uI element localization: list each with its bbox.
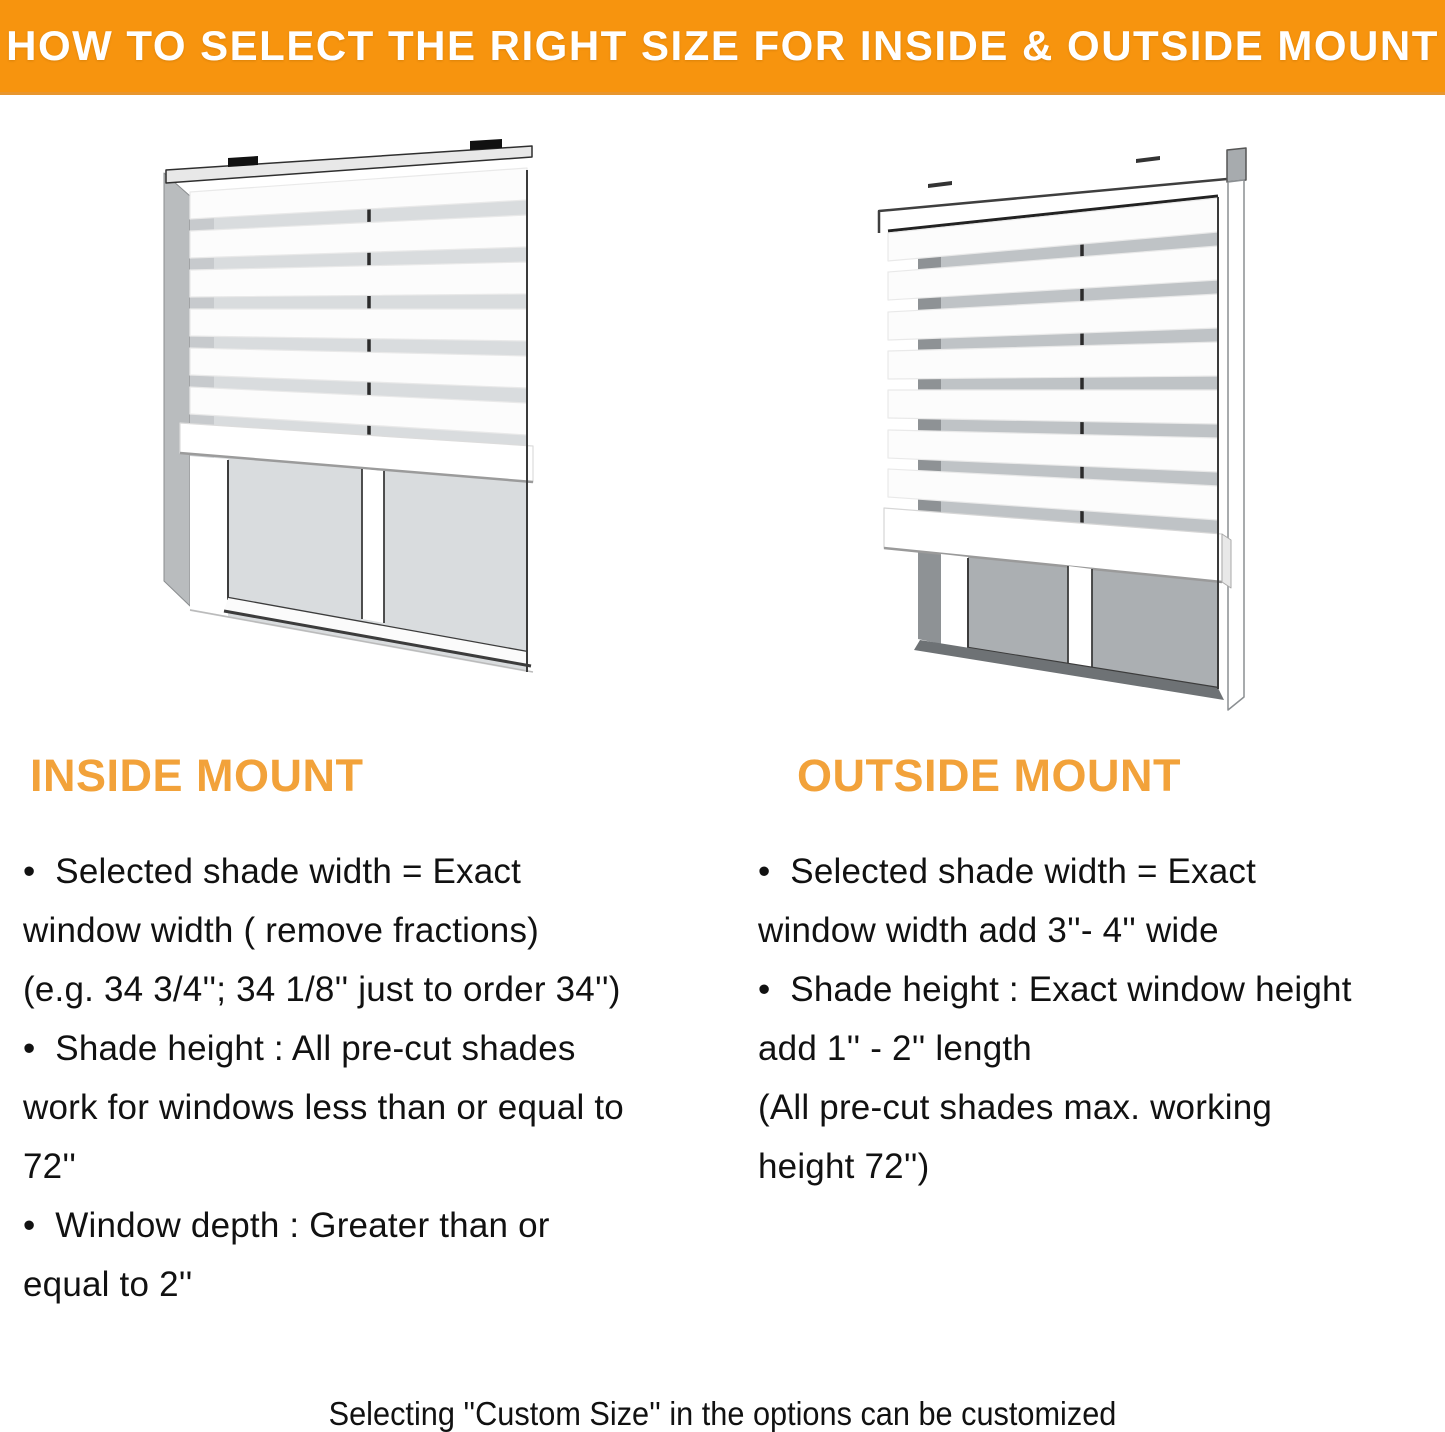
instruction-line: • Selected shade width = Exact bbox=[23, 852, 522, 891]
instruction-line: • Shade height : Exact window height bbox=[758, 970, 1352, 1009]
instruction-line: (All pre-cut shades max. working bbox=[758, 1088, 1273, 1127]
instruction-line: window width add 3''- 4'' wide bbox=[758, 911, 1219, 950]
outside-mount-window-illustration bbox=[850, 130, 1410, 750]
instruction-line: add 1'' - 2'' length bbox=[758, 1029, 1032, 1068]
outside-mount-instructions bbox=[758, 842, 1438, 1196]
instruction-line: 72'' bbox=[23, 1147, 77, 1186]
inside-mount-heading: INSIDE MOUNT bbox=[30, 750, 364, 801]
instruction-line: • Selected shade width = Exact bbox=[758, 852, 1257, 891]
banner-title: HOW TO SELECT THE RIGHT SIZE FOR INSIDE & OUTSIDE MOUNT bbox=[6, 22, 1439, 69]
instruction-line: equal to 2'' bbox=[23, 1265, 193, 1304]
instruction-line: (e.g. 34 3/4''; 34 1/8'' just to order 34'') bbox=[23, 970, 621, 1009]
instruction-line: • Shade height : All pre-cut shades bbox=[23, 1029, 576, 1068]
footer-note: Selecting ''Custom Size'' in the options can be customized bbox=[328, 1395, 1117, 1432]
instruction-line: height 72'') bbox=[758, 1147, 930, 1186]
outside-mount-heading: OUTSIDE MOUNT bbox=[797, 750, 1181, 801]
instruction-line: window width ( remove fractions) bbox=[23, 911, 540, 950]
instruction-line: work for windows less than or equal to bbox=[23, 1088, 624, 1127]
instruction-line: • Window depth : Greater than or bbox=[23, 1206, 550, 1245]
banner bbox=[0, 0, 1445, 95]
inside-mount-instructions bbox=[23, 842, 723, 1314]
inside-mount-window-illustration bbox=[130, 130, 670, 730]
